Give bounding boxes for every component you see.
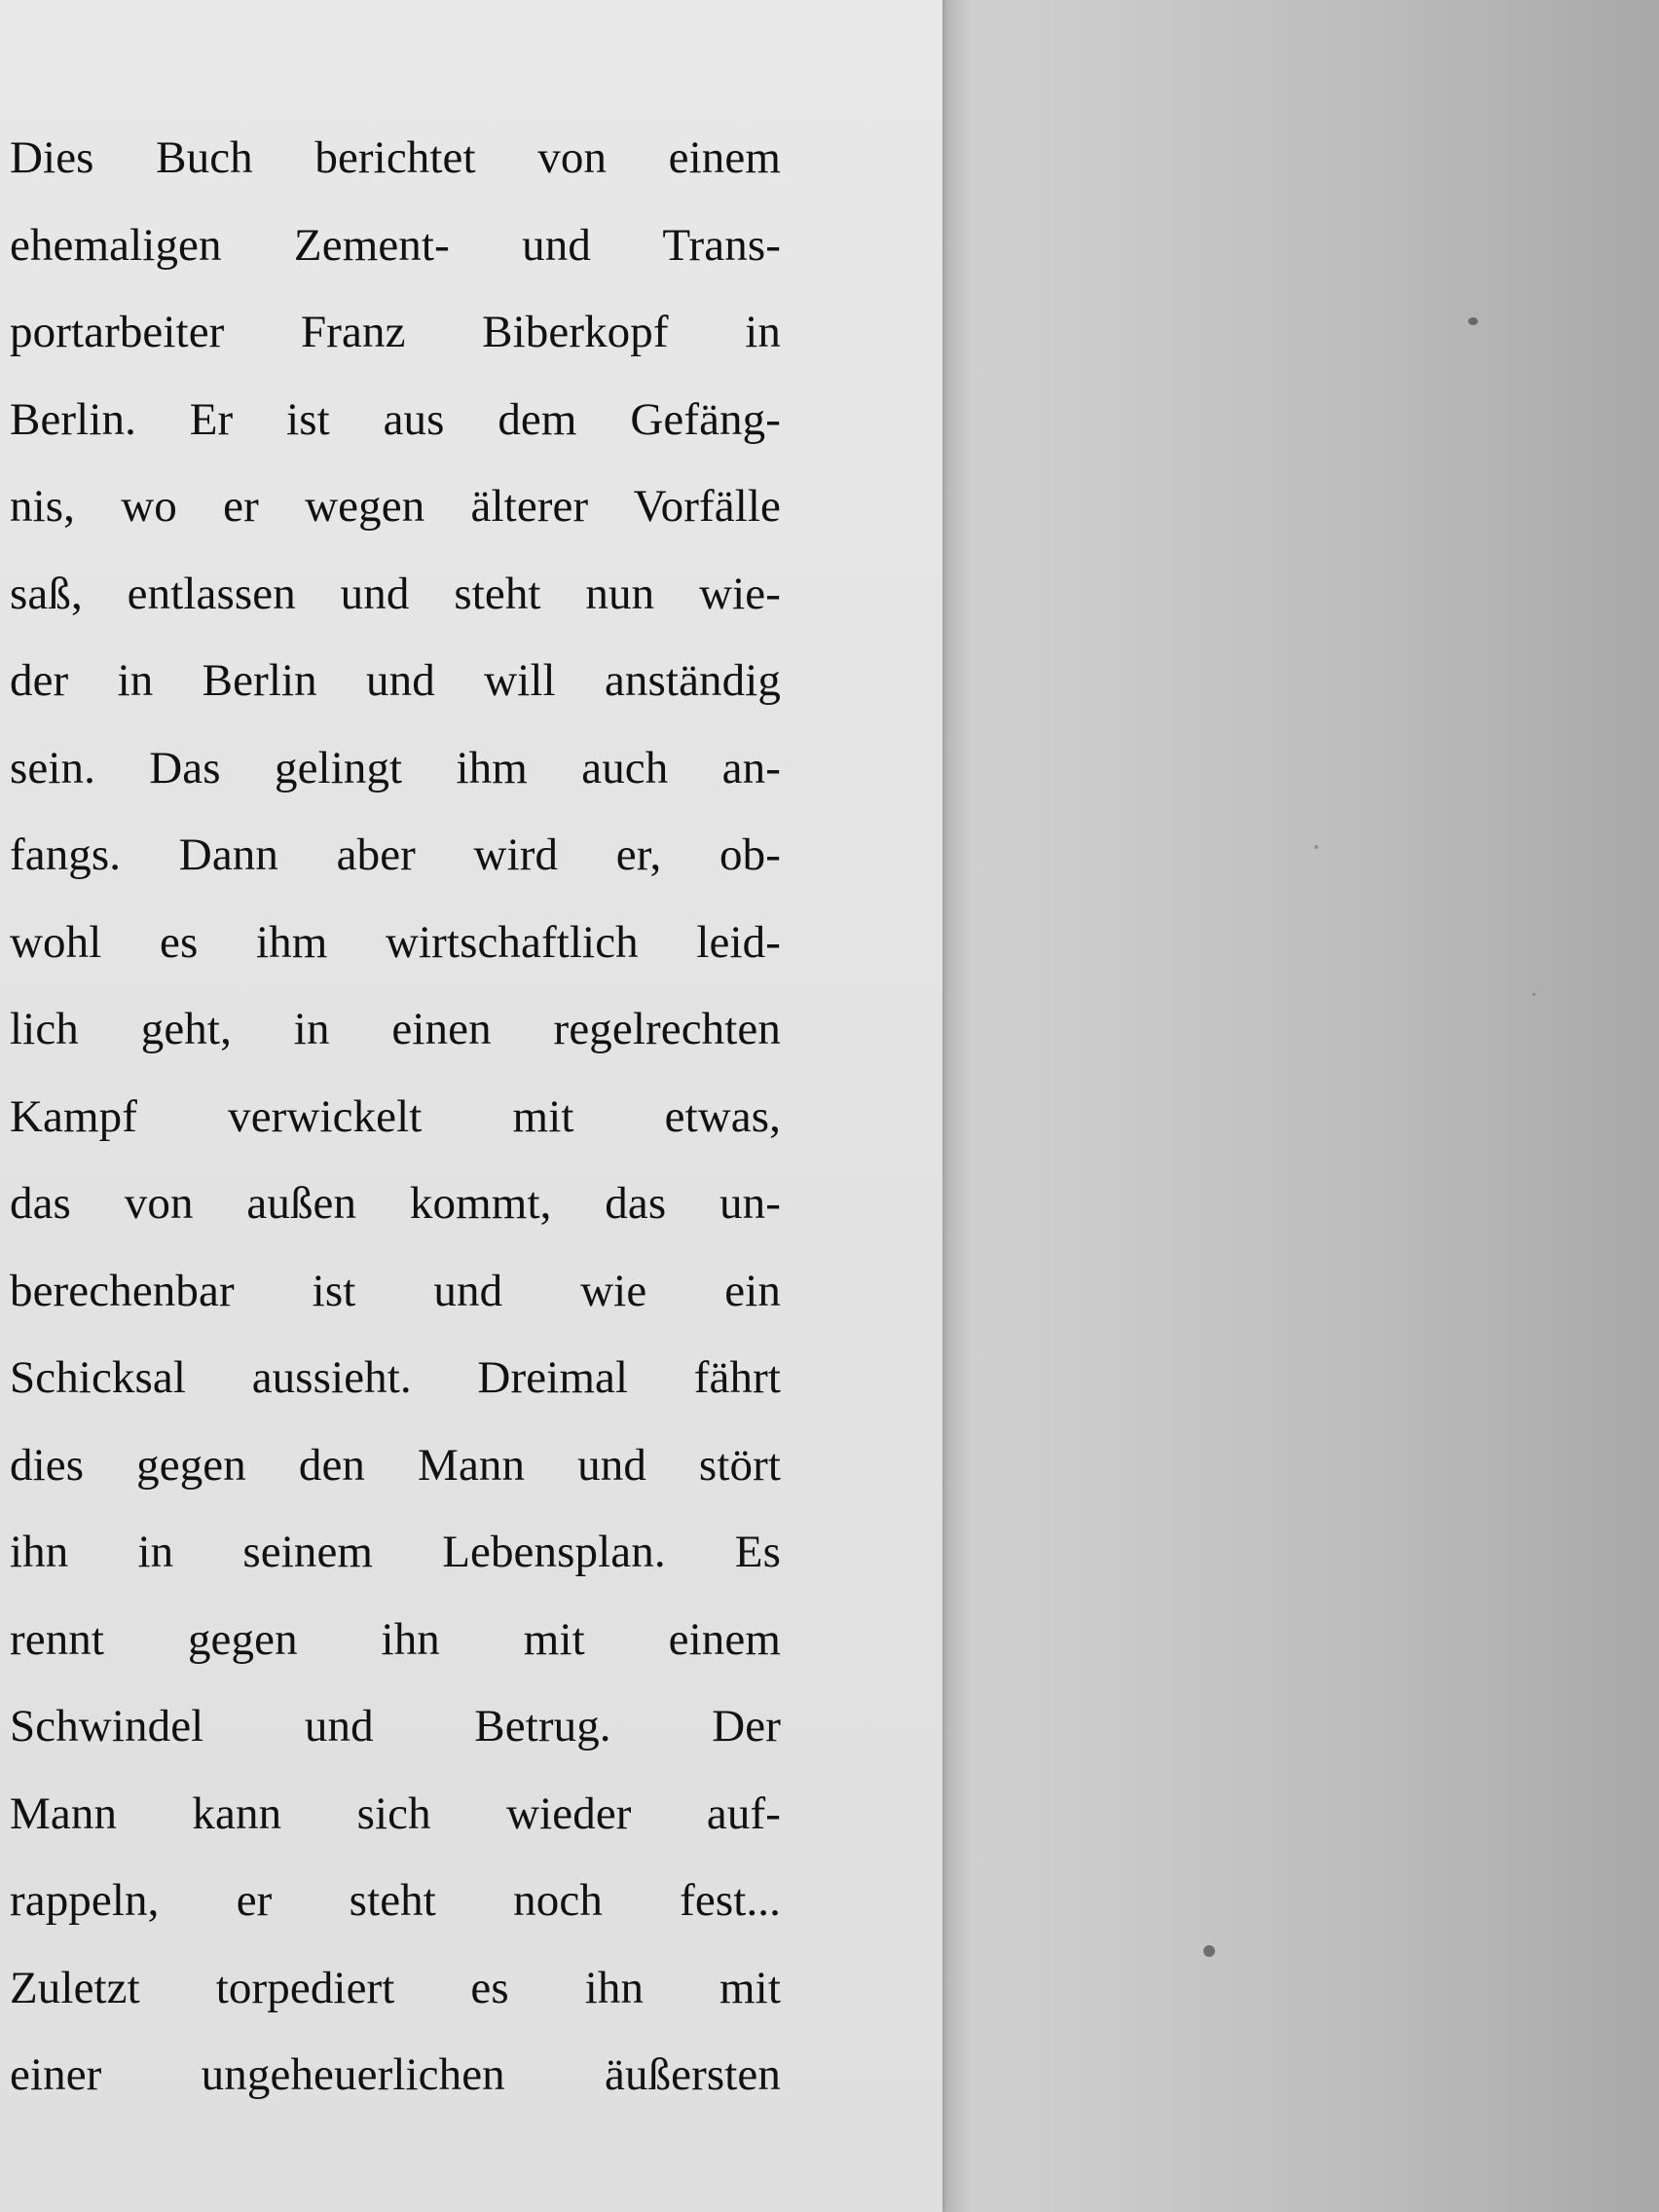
text-line: Mann kann sich wieder auf-: [10, 1788, 781, 1839]
paper-speck: [1532, 993, 1535, 996]
text-line: Berlin. Er ist aus dem Gefäng-: [10, 393, 781, 445]
paper-speck: [1468, 317, 1478, 325]
text-line: einer ungeheuerlichen äußersten: [10, 2049, 781, 2100]
text-line: Schicksal aussieht. Dreimal fährt: [10, 1352, 781, 1403]
paper-speck: [1203, 1945, 1215, 1957]
text-line: rennt gegen ihn mit einem: [10, 1613, 781, 1665]
text-line: rappeln, er steht noch fest...: [10, 1875, 781, 1926]
text-line: lich geht, in einen regelrechten: [10, 1004, 781, 1054]
text-line: saß, entlassen und steht nun wie-: [10, 568, 781, 619]
text-line: Schwindel und Betrug. Der: [10, 1701, 781, 1751]
text-line: nis, wo er wegen älterer Vorfälle: [10, 481, 781, 532]
text-line: portarbeiter Franz Biberkopf in: [10, 307, 781, 357]
text-line: Kampf verwickelt mit etwas,: [10, 1090, 781, 1142]
text-line: berechenbar ist und wie ein: [10, 1265, 781, 1316]
text-line: dies gegen den Mann und stört: [10, 1439, 781, 1491]
book-blurb-text: [10, 115, 781, 2120]
text-line: wohl es ihm wirtschaftlich leid-: [10, 916, 781, 968]
text-line: Zuletzt torpediert es ihn mit: [10, 1962, 781, 2013]
text-line: fangs. Dann aber wird er, ob-: [10, 830, 781, 880]
paper-speck: [1314, 845, 1318, 849]
text-line: der in Berlin und will anständig: [10, 655, 781, 706]
page-edge-shadow: [942, 0, 972, 2212]
text-line: das von außen kommt, das un-: [10, 1178, 781, 1229]
text-line: Dies Buch berichtet von einem: [10, 132, 781, 183]
text-line: sein. Das gelingt ihm auch an-: [10, 742, 781, 793]
text-line: ehemaligen Zement- und Trans-: [10, 219, 781, 271]
text-line: ihn in seinem Lebensplan. Es: [10, 1527, 781, 1577]
